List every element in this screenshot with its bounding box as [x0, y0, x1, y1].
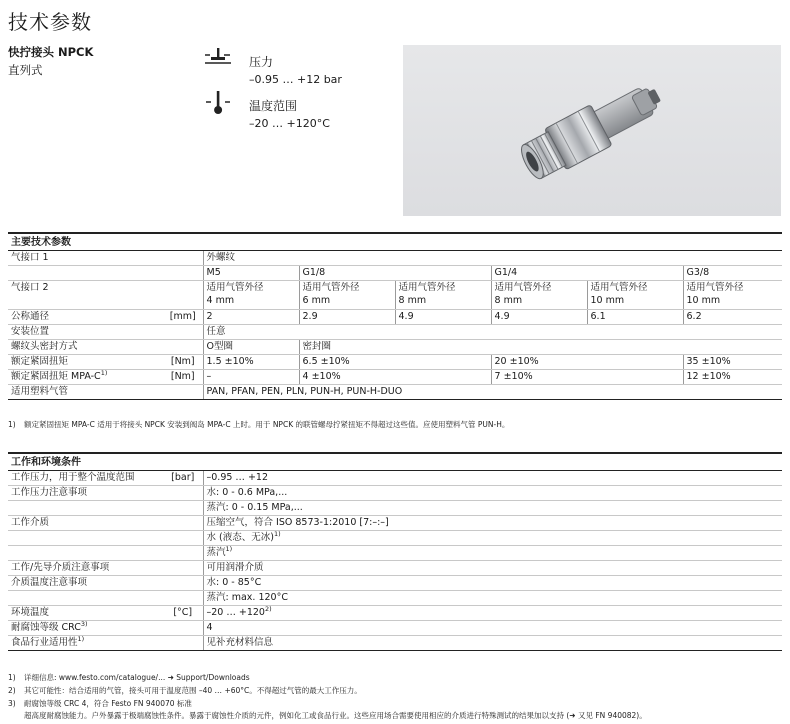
temp-note-label: 介质温度注意事项: [8, 576, 163, 591]
torque-mpac-value: 7 ±10%: [491, 370, 683, 385]
torque-unit: [Nm]: [163, 355, 203, 370]
environment-table: [8, 452, 782, 651]
ambient-label: 环境温度: [8, 606, 163, 621]
env-footnote: 1) 详细信息: www.festo.com/catalogue/... ➜ Support/Downloads: [8, 673, 250, 682]
tubing-value: PAN, PFAN, PEN, PLN, PUN-H, PUN-H-DUO: [203, 385, 782, 400]
port1-value: 外螺纹: [203, 251, 782, 266]
nominal-unit: [mm]: [163, 310, 203, 325]
env-footnote-continued: 超高度耐腐蚀能力。户外暴露于极端腐蚀性条件。暴露于腐蚀性介质的元件，例如化工或食品行业。这些应用场合需要使用相应的介质进行特殊测试的结果加以支持 (➜ 又见 FN 940082)。: [24, 711, 647, 720]
nominal-value: 2: [203, 310, 299, 325]
page-title: 技术参数: [8, 10, 92, 34]
torque-mpac-unit: [Nm]: [163, 370, 203, 385]
size-g14: G1/4: [491, 266, 683, 281]
temp-note-water: 水: 0 - 85°C: [203, 576, 782, 591]
nominal-value: 2.9: [299, 310, 395, 325]
product-photo: [403, 45, 781, 216]
thermometer-icon: [203, 88, 233, 118]
port2-cell: 适用气管外径 10 mm: [683, 281, 782, 310]
pilot-note-label: 工作/先导介质注意事项: [8, 561, 163, 576]
product-name: 快拧接头 NPCK: [8, 45, 94, 59]
medium-label: 工作介质: [8, 516, 163, 531]
port2-cell: 适用气管外径 10 mm: [587, 281, 683, 310]
tubing-label: 适用塑料气管: [8, 385, 163, 400]
food-value: 见补充材料信息: [203, 636, 782, 651]
pilot-note-value: 可用润滑介质: [203, 561, 782, 576]
seal-value-ring: 密封圈: [299, 340, 782, 355]
pressure-icon: [203, 46, 233, 76]
crc-value: 4: [203, 621, 782, 636]
size-g18: G1/8: [299, 266, 491, 281]
medium-air: 压缩空气，符合 ISO 8573-1:2010 [7:–:–]: [203, 516, 782, 531]
temperature-value: –20 … +120°C: [249, 117, 330, 130]
main-table-title: 主要技术参数: [8, 233, 782, 251]
torque-value: 35 ±10%: [683, 355, 782, 370]
env-table-title: 工作和环境条件: [8, 453, 782, 471]
port1-label: 气接口 1: [8, 251, 163, 266]
mounting-label: 安装位置: [8, 325, 163, 340]
size-g38: G3/8: [683, 266, 782, 281]
product-subtitle: 直列式: [8, 63, 43, 77]
ambient-value: –20 … $+120^{2)}$: [203, 606, 782, 621]
torque-mpac-value: 4 ±10%: [299, 370, 491, 385]
port2-cell: 适用气管外径 8 mm: [491, 281, 587, 310]
crc-label: 耐腐蚀等级 CRC$^{3)}$: [8, 621, 163, 636]
pressure-note-water: 水: 0 - 0.6 MPa,...: [203, 486, 782, 501]
seal-value-oring: O型圈: [203, 340, 299, 355]
port2-cell: 适用气管外径 8 mm: [395, 281, 491, 310]
size-m5: M5: [203, 266, 299, 281]
torque-mpac-value: –: [203, 370, 299, 385]
torque-mpac-value: 12 ±10%: [683, 370, 782, 385]
env-footnote: 2) 其它可能性：结合适用的气管，接头可用于温度范围 –40 … +60°C。不得超过气管的最大工作压力。: [8, 686, 362, 695]
pressure-unit: [bar]: [163, 471, 203, 486]
port2-cell: 适用气管外径 4 mm: [203, 281, 299, 310]
pressure-label: 压力: [249, 55, 274, 69]
torque-value: 1.5 ±10%: [203, 355, 299, 370]
medium-water: 水 (液态、无冰)$^{1)}$: [203, 531, 782, 546]
torque-mpac-label: 额定紧固扭矩 MPA-$C^{1)}$: [8, 370, 163, 385]
temp-note-steam: 蒸汽: max. 120°C: [203, 591, 782, 606]
temperature-label: 温度范围: [249, 99, 298, 113]
env-footnote: 3) 耐腐蚀等级 CRC 4，符合 Festo FN 940070 标准: [8, 699, 192, 708]
nominal-value: 6.2: [683, 310, 782, 325]
pressure-value: –0.95 … +12: [203, 471, 782, 486]
torque-label: 额定紧固扭矩: [8, 355, 163, 370]
port2-label: 气接口 2: [8, 281, 163, 310]
pressure-label: 工作压力，用于整个温度范围: [8, 471, 163, 486]
medium-steam: 蒸汽$^{1)}$: [203, 546, 782, 561]
food-label: 食品行业适用性$^{1)}$: [8, 636, 163, 651]
nominal-label: 公称通径: [8, 310, 163, 325]
nominal-value: 4.9: [491, 310, 587, 325]
pressure-note-label: 工作压力注意事项: [8, 486, 163, 501]
mounting-value: 任意: [203, 325, 782, 340]
ambient-unit: [°C]: [163, 606, 203, 621]
nominal-value: 4.9: [395, 310, 491, 325]
pressure-note-steam: 蒸汽: 0 - 0.15 MPa,...: [203, 501, 782, 516]
torque-value: 6.5 ±10%: [299, 355, 491, 370]
main-parameters-table: [8, 232, 782, 400]
torque-value: 20 ±10%: [491, 355, 683, 370]
port2-cell: 适用气管外径 6 mm: [299, 281, 395, 310]
main-footnote: 1) 额定紧固扭矩 MPA-C 适用于将接头 NPCK 安装到阀岛 MPA-C 上时。用于 NPCK 的联管螺母拧紧扭矩不得超过这些值。应使用塑料气管 PUN-H。: [8, 420, 510, 429]
npck-fitting-icon: [403, 45, 781, 216]
nominal-value: 6.1: [587, 310, 683, 325]
pressure-value: –0.95 … +12 bar: [249, 73, 342, 86]
seal-label: 螺纹头密封方式: [8, 340, 163, 355]
